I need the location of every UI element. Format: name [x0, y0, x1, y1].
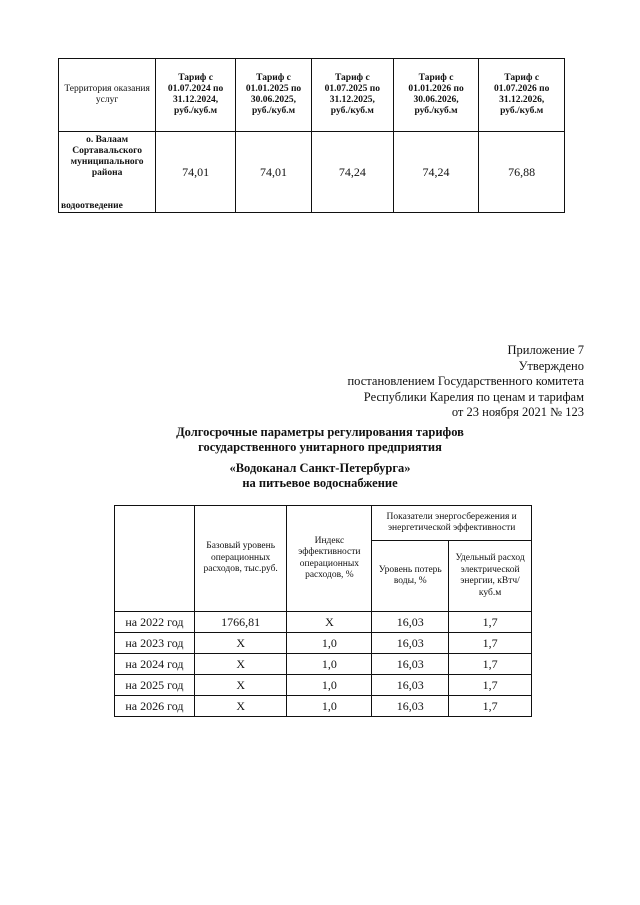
- period-header: [236, 59, 312, 132]
- tariff-value: 76,88: [479, 132, 565, 213]
- base-cell: Х: [194, 633, 287, 654]
- period-header: [156, 59, 236, 132]
- period-header-line: Тариф с: [178, 73, 213, 83]
- specific-header-text: Удельный расход электрической энергии, кВтч/куб.м: [455, 553, 525, 598]
- period-header-line: 01.07.2024 по: [167, 84, 224, 94]
- year-cell: на 2022 год: [115, 612, 195, 633]
- year-cell: на 2024 год: [115, 654, 195, 675]
- period-header-line: Тариф с: [504, 73, 540, 83]
- table-row: [115, 633, 532, 654]
- specific-cell: 1,7: [449, 654, 532, 675]
- period-header-line: 31.12.2026,: [499, 95, 545, 105]
- tariff-value: 74,24: [311, 132, 393, 213]
- period-header-line: 31.12.2024,: [173, 95, 219, 105]
- index-cell: 1,0: [287, 675, 372, 696]
- title-line: Долгосрочные параметры регулирования тарифов: [176, 425, 464, 439]
- index-cell: 1,0: [287, 633, 372, 654]
- tariff-header-row: [59, 59, 565, 132]
- period-header-line: Тариф с: [334, 73, 370, 83]
- period-header-line: руб./куб.м: [174, 106, 218, 116]
- losses-cell: 16,03: [372, 612, 449, 633]
- organization-name: «Водоканал Санкт-Петербурга»: [229, 461, 411, 475]
- service-name: водоотведение: [61, 201, 123, 211]
- tariff-value: 74,24: [393, 132, 479, 213]
- period-header: [311, 59, 393, 132]
- period-header-line: 30.06.2026,: [413, 95, 459, 105]
- index-cell: 1,0: [287, 654, 372, 675]
- title-line: на питьевое водоснабжение: [242, 476, 398, 490]
- period-header-line: руб./куб.м: [414, 106, 458, 116]
- specific-cell: 1,7: [449, 675, 532, 696]
- base-header: [194, 506, 287, 612]
- losses-header: [372, 541, 449, 612]
- table-row: [115, 654, 532, 675]
- territory-name: о. Валаам Сортавальского муниципального района: [70, 135, 144, 178]
- base-cell: 1766,81: [194, 612, 287, 633]
- period-header: [393, 59, 479, 132]
- year-cell: на 2023 год: [115, 633, 195, 654]
- table-row: [115, 696, 532, 717]
- period-header-line: 01.01.2025 по: [245, 84, 302, 94]
- index-header: [287, 506, 372, 612]
- period-header-line: руб./куб.м: [330, 106, 374, 116]
- document-title: [0, 425, 640, 491]
- base-cell: Х: [194, 675, 287, 696]
- specific-cell: 1,7: [449, 633, 532, 654]
- territory-header: Территория оказания услуг: [59, 59, 156, 132]
- period-header-line: 01.01.2026 по: [408, 84, 464, 94]
- base-cell: Х: [194, 696, 287, 717]
- base-cell: Х: [194, 654, 287, 675]
- period-header-line: руб./куб.м: [500, 106, 544, 116]
- index-header-text: Индекс эффективности операционных расходов, %: [298, 535, 361, 580]
- territory-cell: [59, 132, 156, 213]
- appendix-label: Приложение 7: [507, 343, 584, 357]
- tariff-table: [58, 58, 565, 213]
- losses-cell: 16,03: [372, 633, 449, 654]
- approval-line: постановлением Государственного комитета: [347, 374, 584, 388]
- approved-label: Утверждено: [518, 358, 584, 373]
- table-row: [115, 675, 532, 696]
- title-line: государственного унитарного предприятия: [198, 440, 442, 454]
- empty-header: [115, 506, 195, 612]
- period-header-line: Тариф с: [418, 73, 454, 83]
- specific-cell: 1,7: [449, 696, 532, 717]
- table-row: [115, 612, 532, 633]
- period-header-line: 01.07.2025 по: [324, 84, 381, 94]
- losses-cell: 16,03: [372, 654, 449, 675]
- period-header-line: Тариф с: [256, 73, 291, 83]
- period-header-line: 01.07.2026 по: [493, 84, 550, 94]
- index-cell: Х: [287, 612, 372, 633]
- specific-header: [449, 541, 532, 612]
- losses-header-text: Уровень потерь воды, %: [378, 564, 442, 586]
- energy-group-header: Показатели энергосбережения и энергетической эффективности: [372, 506, 532, 541]
- period-header-line: 31.12.2025,: [329, 95, 375, 105]
- index-cell: 1,0: [287, 696, 372, 717]
- period-header-line: 30.06.2025,: [250, 95, 297, 105]
- tariff-value: 74,01: [156, 132, 236, 213]
- losses-cell: 16,03: [372, 696, 449, 717]
- params-table: [114, 505, 532, 717]
- approval-block: [347, 343, 584, 421]
- approval-date: от 23 ноября 2021 № 123: [451, 405, 584, 419]
- period-header: [479, 59, 565, 132]
- tariff-value: 74,01: [236, 132, 312, 213]
- period-header-line: руб./куб.м: [251, 106, 296, 116]
- params-header-row: [115, 506, 532, 541]
- approval-line: Республики Карелия по ценам и тарифам: [363, 389, 584, 404]
- base-header-text: Базовый уровень операционных расходов, тыс.руб.: [203, 541, 278, 575]
- year-cell: на 2026 год: [115, 696, 195, 717]
- tariff-data-row: [59, 132, 565, 213]
- losses-cell: 16,03: [372, 675, 449, 696]
- year-cell: на 2025 год: [115, 675, 195, 696]
- specific-cell: 1,7: [449, 612, 532, 633]
